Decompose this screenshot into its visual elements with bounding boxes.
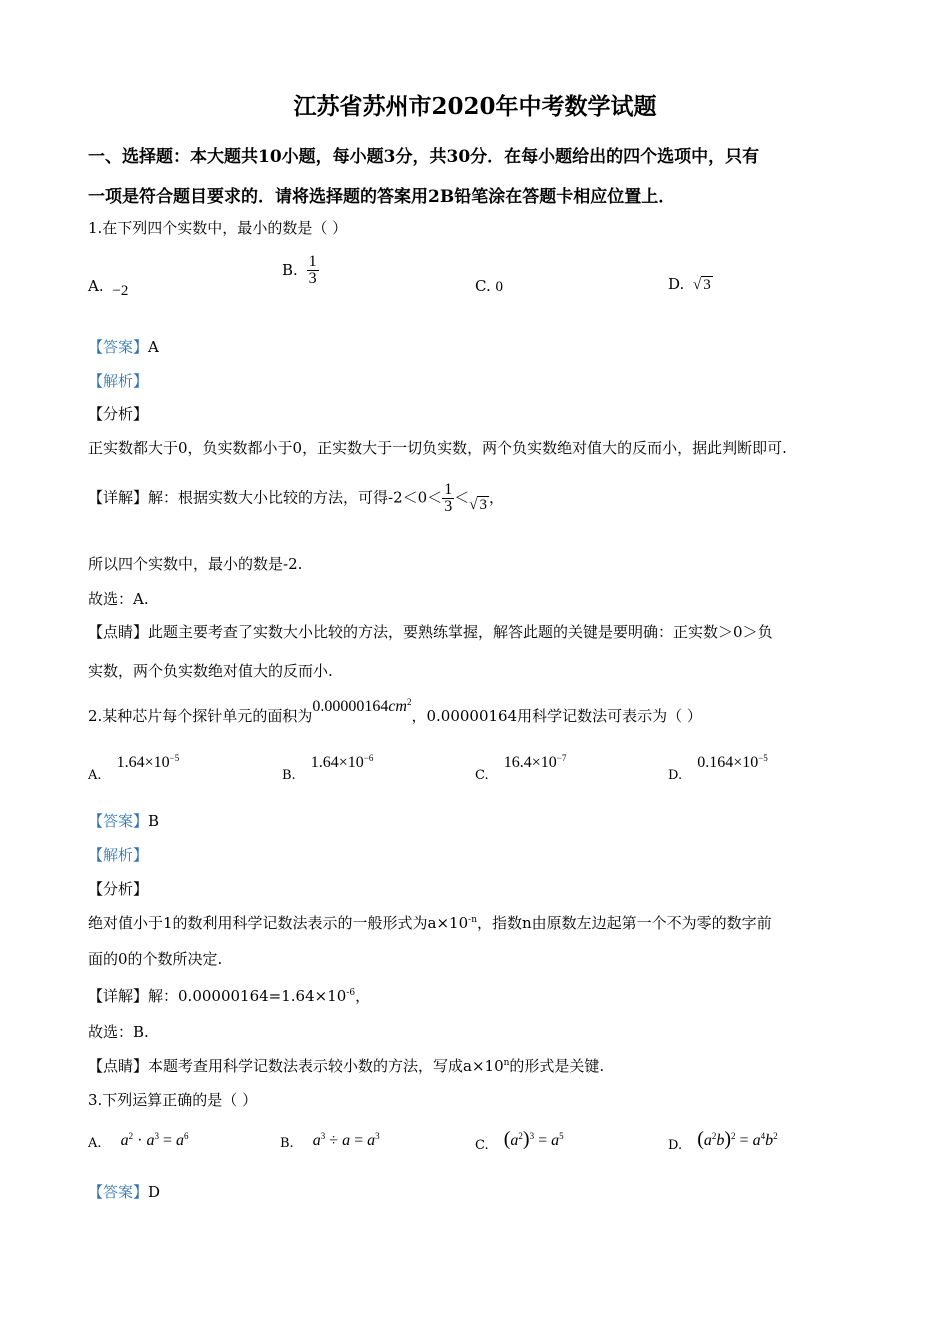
option-expression: $a^3 \div a = a^3$	[312, 1131, 380, 1149]
option-expression: $a^2 \cdot a^3 = a^6$	[120, 1131, 189, 1149]
q2-option-d	[668, 752, 768, 783]
dianjing-sup: n	[503, 1058, 510, 1068]
dianjing-text-post: 的形式是关键.	[509, 1057, 605, 1075]
fraction	[442, 482, 454, 515]
detail-sup: -6	[346, 988, 356, 998]
option-expression: $(a^2b)^2 = a^4b^2$	[697, 1128, 778, 1150]
dianjing-tag: 【点睛】	[88, 1057, 149, 1075]
fenxi-sup: -n	[468, 915, 477, 925]
sqrt-expression: √ 3	[693, 277, 711, 293]
stem-unit: cm	[388, 698, 407, 715]
detail-text: 解：0.00000164=1.64×10	[148, 987, 347, 1005]
sqrt-radicand: 3	[479, 496, 487, 513]
fraction-numerator: 1	[308, 253, 317, 270]
q2-dianjing	[88, 1055, 604, 1076]
q1-option-a	[88, 277, 129, 299]
option-exp: −5	[169, 753, 180, 763]
q2-fenxi-line1	[88, 912, 772, 933]
q1-option-b	[282, 254, 319, 287]
page-title: 江苏省苏州市2020年中考数学试题	[293, 93, 657, 120]
detail-text: 解：根据实数大小比较的方法，可得-2＜0＜	[148, 488, 443, 507]
detail-tag: 【详解】	[88, 488, 149, 507]
option-label: A.	[88, 1136, 102, 1151]
less-than: ＜	[454, 488, 470, 507]
dianjing-tag: 【点睛】	[88, 623, 149, 641]
q2-stem	[88, 697, 702, 726]
fraction-denominator: 3	[308, 270, 317, 287]
fraction-numerator: 1	[444, 481, 453, 498]
stem-unit-sup: 2	[406, 697, 412, 707]
q1-conclusion: 所以四个实数中，最小的数是-2.	[88, 555, 303, 573]
detail-tag: 【详解】	[88, 987, 149, 1005]
q2-fenxi-line2: 面的0的个数所决定.	[88, 950, 223, 968]
detail-punct: ，	[488, 488, 504, 507]
option-expression: $(a^2)^3 = a^5$	[503, 1128, 564, 1150]
q2-fenxi-tag: 【分析】	[88, 880, 149, 898]
option-exp: −6	[363, 753, 374, 763]
answer-value: D	[148, 1183, 161, 1201]
option-base: 16.4×10	[503, 754, 557, 771]
section-heading-line2: 一项是符合题目要求的．请将选择题的答案用2B铅笔涂在答题卡相应位置上．	[88, 187, 676, 207]
option-exp: −5	[758, 753, 768, 763]
dianjing-text: 此题主要考查了实数大小比较的方法，要熟练掌握，解答此题的关键是要明确：正实数＞0＞负	[148, 623, 773, 641]
detail-punct: ，	[355, 987, 371, 1005]
option-base: 1.64×10	[310, 754, 364, 771]
answer-value: A	[148, 338, 159, 356]
sqrt-expression: √ 3	[469, 496, 487, 513]
option-exp: −7	[556, 753, 567, 763]
q1-answer	[88, 336, 159, 357]
sqrt-radicand: 3	[703, 277, 711, 293]
stem-math: 0.00000164	[312, 698, 389, 715]
stem-text: 2.某种芯片每个探针单元的面积为	[88, 707, 313, 725]
q2-answer	[88, 810, 159, 831]
answer-value: B	[148, 812, 160, 830]
q1-dianjing-line2: 实数，两个负实数绝对值大的反而小.	[88, 662, 333, 680]
option-label: D.	[668, 768, 683, 783]
q2-option-c	[475, 752, 567, 783]
option-label: C.	[475, 768, 489, 783]
option-label: A.	[88, 277, 104, 295]
q2-analysis-tag: 【解析】	[88, 846, 149, 864]
option-label: B.	[280, 1136, 294, 1151]
option-label: B.	[282, 768, 296, 783]
q3-option-a	[88, 1130, 188, 1150]
q3-option-b	[280, 1130, 380, 1150]
answer-tag: 【答案】	[88, 338, 149, 356]
option-label: D.	[668, 1138, 683, 1153]
q1-fenxi-text: 正实数都大于0，负实数都小于0，正实数大于一切负实数，两个负实数绝对值大的反而小，据此判断即可.	[88, 439, 787, 457]
dianjing-text: 本题考查用科学记数法表示较小数的方法，写成a×10	[148, 1057, 504, 1075]
q3-option-d	[668, 1128, 778, 1151]
q1-option-c	[475, 277, 503, 296]
option-label: C.	[475, 277, 491, 295]
option-value: 0	[495, 279, 503, 295]
fraction	[307, 254, 319, 287]
q2-detail	[88, 985, 370, 1006]
fenxi-text: 绝对值小于1的数利用科学记数法表示的一般形式为a×10	[88, 914, 469, 932]
q1-choose: 故选：A.	[88, 590, 149, 608]
option-label: D.	[668, 275, 685, 293]
q1-detail	[88, 482, 504, 515]
option-base: 1.64×10	[116, 754, 170, 771]
section-heading-line1: 一、选择题：本大题共10小题，每小题3分，共30分．在每小题给出的四个选项中，只有	[88, 147, 760, 167]
fenxi-text-post: ，指数n由原数左边起第一个不为零的数字前	[477, 914, 772, 932]
q3-stem: 3.下列运算正确的是（ ）	[88, 1091, 258, 1109]
q1-analysis-tag: 【解析】	[88, 372, 149, 390]
q3-answer	[88, 1181, 160, 1202]
option-label: A.	[88, 768, 102, 783]
q1-option-d	[668, 275, 713, 294]
q3-option-c	[475, 1128, 564, 1151]
q1-dianjing-line1	[88, 621, 773, 642]
q2-choose: 故选：B.	[88, 1023, 149, 1041]
q2-option-b	[282, 752, 374, 783]
answer-tag: 【答案】	[88, 812, 149, 830]
option-label: C.	[475, 1138, 489, 1153]
option-label: B.	[282, 260, 298, 279]
q2-option-a	[88, 752, 180, 783]
q1-stem: 1.在下列四个实数中，最小的数是（ ）	[88, 219, 348, 237]
fraction-denominator: 3	[444, 498, 453, 515]
q1-fenxi-tag: 【分析】	[88, 405, 149, 423]
option-value: −2	[112, 283, 129, 299]
stem-text-post: ，0.00000164用科学记数法可表示为（ ）	[411, 707, 702, 725]
option-base: 0.164×10	[697, 754, 759, 771]
answer-tag: 【答案】	[88, 1183, 149, 1201]
